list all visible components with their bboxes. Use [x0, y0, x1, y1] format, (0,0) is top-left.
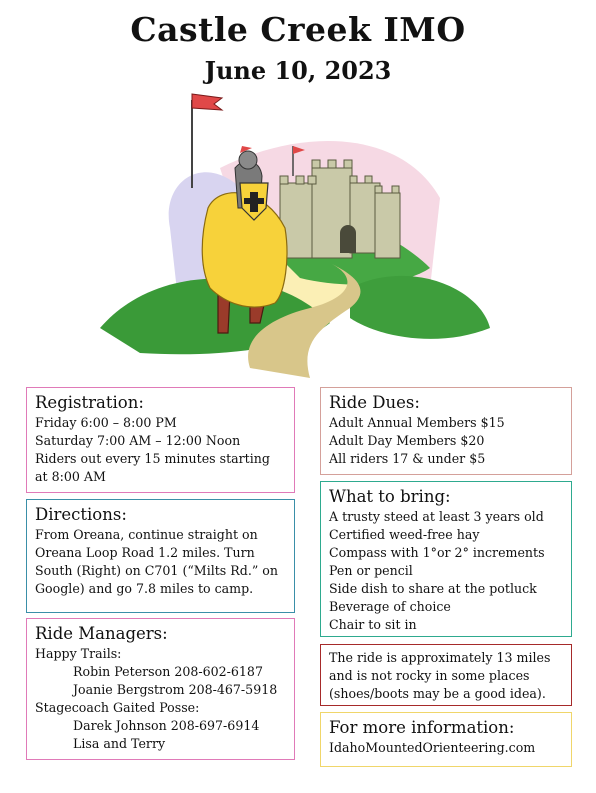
ride-managers-box [26, 618, 295, 760]
directions-heading: Directions: [35, 505, 127, 524]
note-line: The ride is approximately 13 miles [329, 650, 551, 665]
bring-item: Compass with 1°or 2° increments [329, 545, 545, 560]
more-info-box [320, 712, 572, 767]
directions-box [26, 499, 295, 613]
ride-dues-box [320, 387, 572, 475]
ride-note-box [320, 644, 572, 706]
bring-item: A trusty steed at least 3 years old [329, 509, 544, 524]
registration-line: Riders out every 15 minutes starting [35, 451, 270, 466]
managers-group-label: Stagecoach Gaited Posse: [35, 700, 200, 715]
directions-line: Google) and go 7.8 miles to camp. [35, 581, 254, 596]
dues-line: Adult Annual Members $15 [329, 415, 505, 430]
managers-group-label: Happy Trails: [35, 646, 122, 661]
note-line: (shoes/boots may be a good idea). [329, 686, 546, 701]
knight-castle-clipart-icon [100, 88, 490, 378]
dues-line: All riders 17 & under $5 [329, 451, 486, 466]
bring-item: Certified weed-free hay [329, 527, 480, 542]
event-date: June 10, 2023 [204, 56, 392, 85]
managers-heading: Ride Managers: [35, 624, 168, 643]
website-link[interactable]: IdahoMountedOrienteering.com [329, 740, 536, 755]
registration-line: Saturday 7:00 AM – 12:00 Noon [35, 433, 241, 448]
manager-contact: Joanie Bergstrom 208-467-5918 [73, 682, 278, 697]
manager-contact: Lisa and Terry [73, 736, 166, 751]
bring-item: Beverage of choice [329, 599, 451, 614]
dues-line: Adult Day Members $20 [329, 433, 485, 448]
registration-box [26, 387, 295, 493]
registration-line: Friday 6:00 – 8:00 PM [35, 415, 177, 430]
page-title: Castle Creek IMO [130, 10, 466, 49]
dues-heading: Ride Dues: [329, 393, 420, 412]
bring-item: Chair to sit in [329, 617, 417, 632]
directions-line: Oreana Loop Road 1.2 miles. Turn [35, 545, 255, 560]
manager-contact: Robin Peterson 208-602-6187 [73, 664, 263, 679]
manager-contact: Darek Johnson 208-697-6914 [73, 718, 260, 733]
note-line: and is not rocky in some places [329, 668, 530, 683]
bring-heading: What to bring: [329, 487, 451, 506]
bring-item: Side dish to share at the potluck [329, 581, 537, 596]
bring-item: Pen or pencil [329, 563, 413, 578]
info-heading: For more information: [329, 718, 515, 737]
what-to-bring-box [320, 481, 572, 637]
directions-line: South (Right) on C701 (“Milts Rd.” on [35, 563, 278, 578]
registration-line: at 8:00 AM [35, 469, 106, 484]
directions-line: From Oreana, continue straight on [35, 527, 258, 542]
registration-heading: Registration: [35, 393, 144, 412]
